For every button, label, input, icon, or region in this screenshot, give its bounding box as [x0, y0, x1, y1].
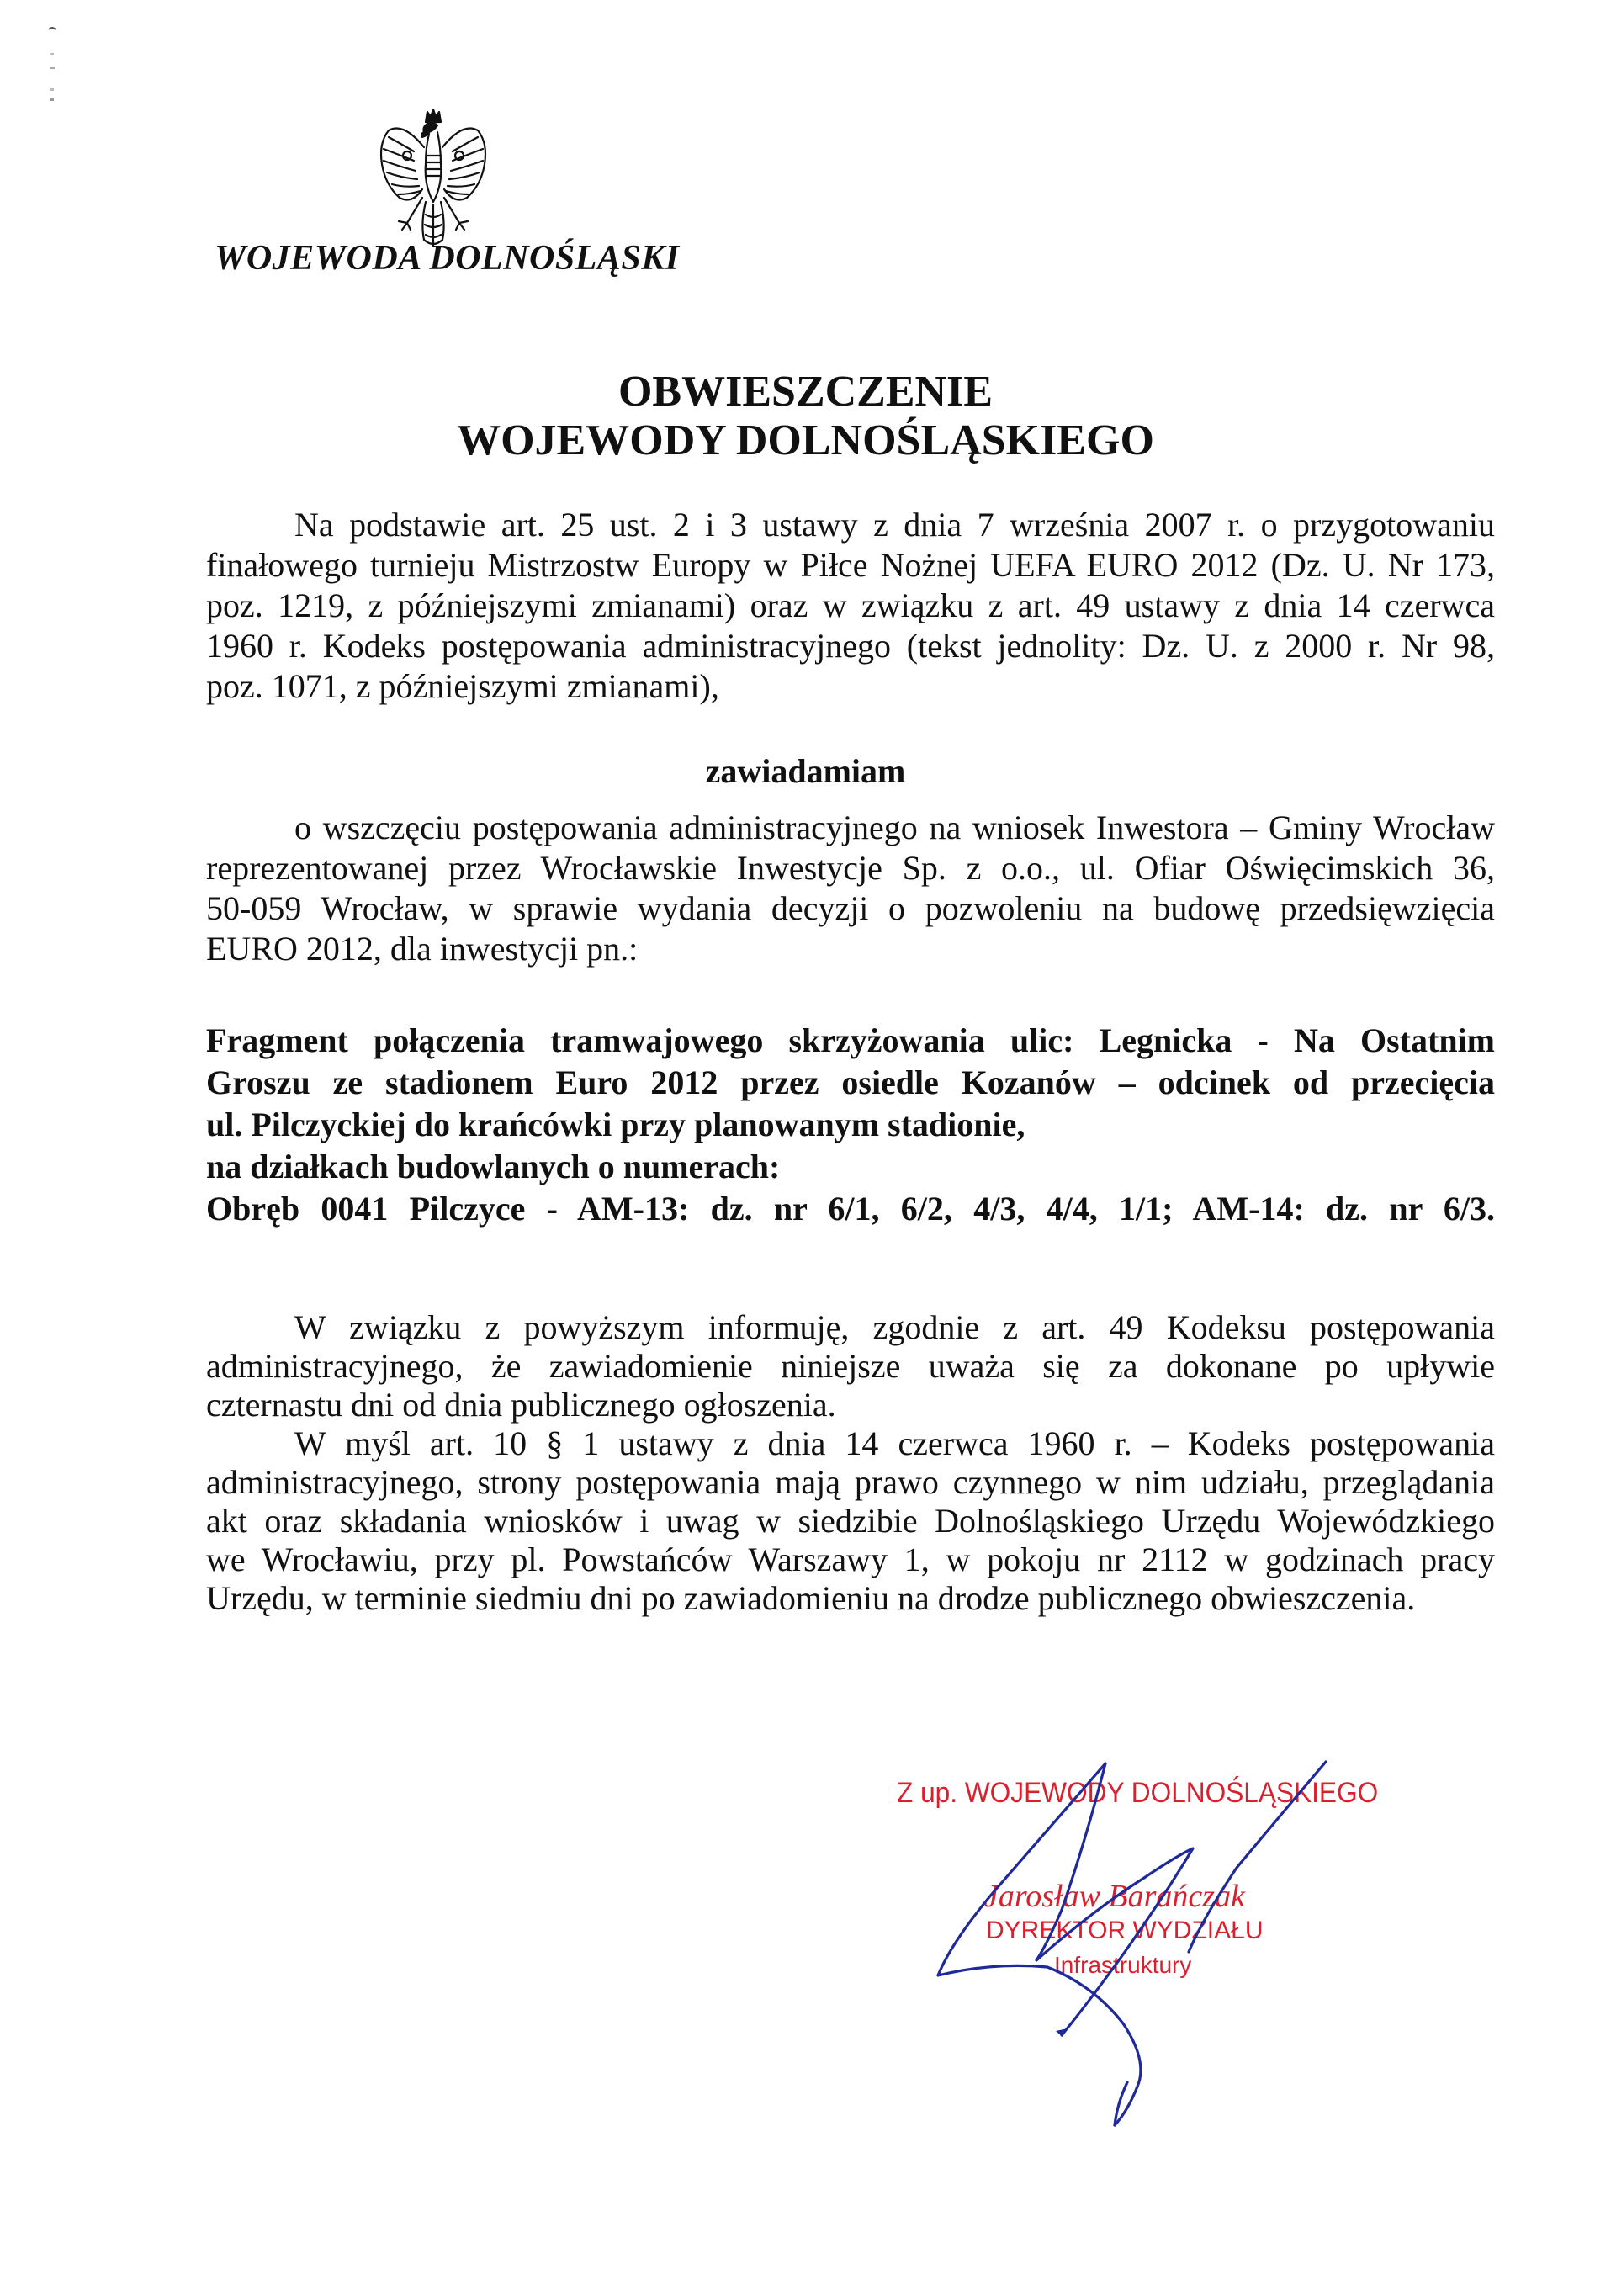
text-line: ul. Pilczyckiej do krańcówki przy planowanym stadionie,	[206, 1106, 1025, 1143]
stamp-authority: Z up. WOJEWODY DOLNOŚLĄSKIEGO	[897, 1777, 1379, 1809]
proceedings-paragraph	[206, 808, 1495, 969]
text-line: W związku z powyższym informuję, zgodnie z art. 49 Kodeksu postępowania	[294, 1308, 1495, 1346]
signature-stroke	[1115, 2082, 1127, 2125]
plot-numbers-line: Obręb 0041 Pilczyce - AM-13: dz. nr 6/1, 6/2, 4/3, 4/4, 1/1; AM-14: dz. nr 6/3.	[206, 1190, 1495, 1228]
scan-artifact-marks	[46, 21, 72, 114]
text-line: EURO 2012, dla inwestycji pn.:	[206, 930, 639, 968]
text-line: Groszu ze stadionem Euro 2012 przez osiedle Kozanów – odcinek od przecięcia	[206, 1063, 1495, 1101]
text-line: Na podstawie art. 25 ust. 2 i 3 ustawy z dnia 7 września 2007 r. o przygotowaniu	[294, 506, 1495, 544]
text-line: finałowego turnieju Mistrzostw Europy w Piłce Nożnej UEFA EURO 2012 (Dz. U. Nr 173,	[206, 546, 1495, 584]
legal-basis-paragraph	[206, 505, 1495, 707]
text-line: poz. 1071, z późniejszymi zmianami),	[206, 667, 719, 705]
text-line: czternastu dni od dnia publicznego ogłoszenia.	[206, 1386, 836, 1424]
text-line: Urzędu, w terminie siedmiu dni po zawiadomieniu na drodze publicznego obwieszczenia.	[206, 1579, 1416, 1617]
issuer-name: WOJEWODA DOLNOŚLĄSKI	[215, 239, 680, 278]
investment-description	[206, 1020, 1495, 1230]
document-subtitle: WOJEWODY DOLNOŚLĄSKIEGO	[457, 416, 1154, 464]
signature-pen-mark	[1056, 2028, 1068, 2037]
text-line: na działkach budowlanych o numerach:	[206, 1148, 781, 1185]
notify-heading: zawiadamiam	[705, 752, 906, 790]
text-line: poz. 1219, z późniejszymi zmianami) oraz w związku z art. 49 ustawy z dnia 14 czerwca	[206, 586, 1495, 624]
polish-eagle-icon	[370, 105, 496, 252]
text-line: W myśl art. 10 § 1 ustawy z dnia 14 czerwca 1960 r. – Kodeks postępowania	[294, 1424, 1495, 1462]
text-line: administracyjnego, strony postępowania mają prawo czynnego w nim udziału, przeglądania	[206, 1463, 1495, 1501]
text-line: reprezentowanej przez Wrocławskie Inwestycje Sp. z o.o., ul. Ofiar Oświęcimskich 36,	[206, 849, 1495, 887]
document-title: OBWIESZCZENIE	[617, 368, 994, 416]
stamp-signatory-name: Jarosław Barańczak	[984, 1879, 1245, 1914]
information-section	[206, 1308, 1495, 1618]
text-line: Fragment połączenia tramwajowego skrzyżowania ulic: Legnicka - Na Ostatnim	[206, 1021, 1495, 1059]
text-line: administracyjnego, że zawiadomienie niniejsze uważa się za dokonane po upływie	[206, 1347, 1495, 1385]
stamp-department: Infrastruktury	[1054, 1952, 1192, 1978]
text-line: akt oraz składania wniosków i uwag w siedzibie Dolnośląskiego Urzędu Wojewódzkiego	[206, 1502, 1495, 1540]
text-line: o wszczęciu postępowania administracyjnego na wniosek Inwestora – Gminy Wrocław	[294, 809, 1495, 846]
text-line: we Wrocławiu, przy pl. Powstańców Warszawy 1, w pokoju nr 2112 w godzinach pracy	[206, 1540, 1495, 1578]
text-line: 50-059 Wrocław, w sprawie wydania decyzji o pozwoleniu na budowę przedsięwzięcia	[206, 889, 1495, 927]
text-line: 1960 r. Kodeks postępowania administracyjnego (tekst jednolity: Dz. U. z 2000 r. Nr 98,	[206, 627, 1495, 665]
stamp-position: DYREKTOR WYDZIAŁU	[986, 1917, 1264, 1944]
